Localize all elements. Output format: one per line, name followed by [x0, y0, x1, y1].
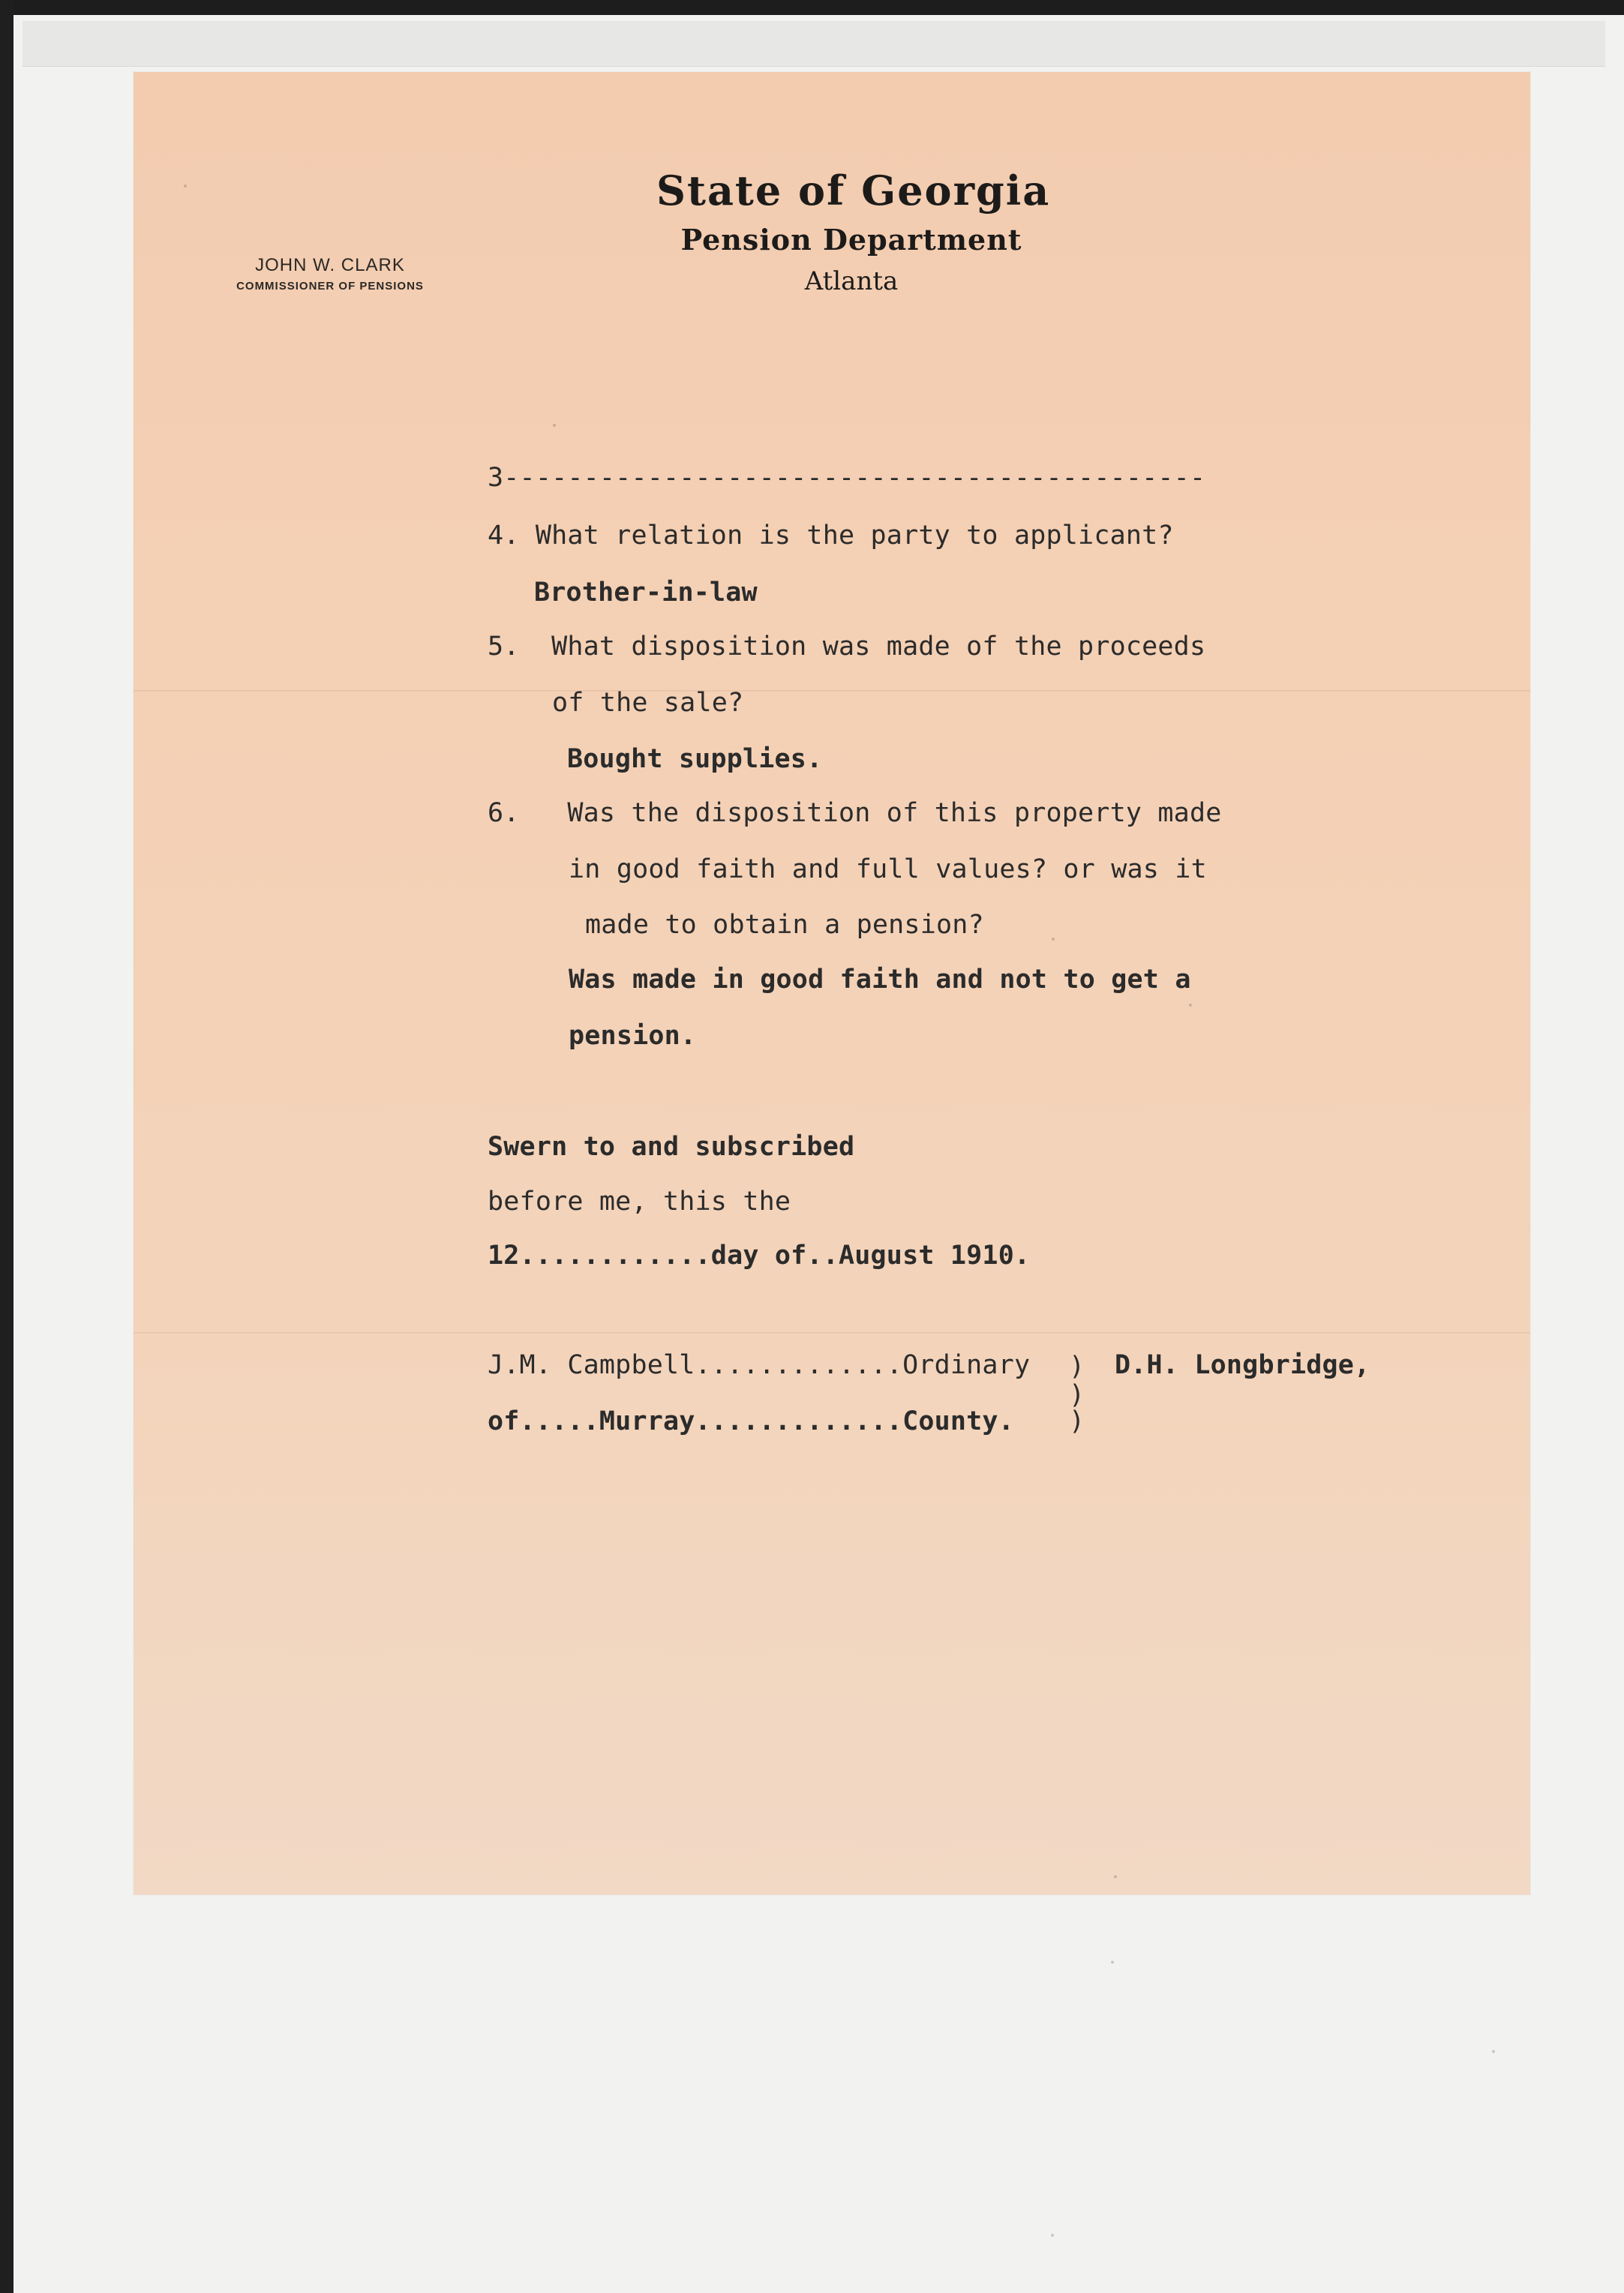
county-signature-line: of.....Murray.............County. — [488, 1406, 1014, 1436]
paper-speck — [1114, 1875, 1117, 1878]
paper-fold-line — [134, 1332, 1530, 1334]
section-marker: 3-------------------------------------------- — [488, 463, 1206, 493]
paper-speck — [184, 185, 187, 188]
sworn-line-3: 12............day of..August 1910. — [488, 1241, 1031, 1271]
scan-top-edge — [0, 0, 1624, 15]
signature-bracket: ) — [1069, 1406, 1085, 1436]
answer-6-line-2: pension. — [569, 1021, 697, 1051]
question-5-line-2: of the sale? — [552, 688, 744, 718]
letterhead-city: Atlanta — [804, 266, 899, 296]
paper-speck — [1052, 938, 1055, 941]
paper-speck — [553, 424, 556, 427]
paper-fold-line — [134, 690, 1530, 692]
question-6-line-2: in good faith and full values? or was it — [569, 854, 1207, 884]
answer-6-line-1: Was made in good faith and not to get a — [569, 965, 1191, 995]
answer-4: Brother-in-law — [534, 578, 758, 608]
question-6-line-3: made to obtain a pension? — [585, 910, 984, 940]
question-6-line-1: 6. Was the disposition of this property made — [488, 798, 1222, 828]
letterhead-subtitle: Pension Department — [680, 223, 1022, 257]
paper-speck — [1051, 2234, 1054, 2237]
paper-watermark — [705, 296, 1320, 431]
sworn-line-2: before me, this the — [488, 1187, 791, 1217]
question-4: 4. What relation is the party to applicant? — [488, 521, 1174, 551]
scan-top-strip — [23, 21, 1605, 67]
commissioner-name: JOHN W. CLARK — [255, 255, 405, 275]
paper-speck — [1492, 2050, 1495, 2053]
paper-speck — [1189, 1004, 1192, 1007]
answer-5: Bought supplies. — [567, 744, 823, 774]
signature-bracket: ) — [1069, 1352, 1085, 1382]
sworn-line-1: Swern to and subscribed — [488, 1132, 855, 1162]
ordinary-signature-line: J.M. Campbell.............Ordinary — [488, 1350, 1031, 1380]
scan-left-edge — [0, 0, 14, 2293]
signature-bracket: ) — [1069, 1380, 1085, 1410]
paper-speck — [1111, 1961, 1114, 1964]
commissioner-role: COMMISSIONER OF PENSIONS — [236, 280, 424, 293]
applicant-signature: D.H. Longbridge, — [1115, 1350, 1370, 1380]
question-5-line-1: 5. What disposition was made of the proceeds — [488, 632, 1206, 662]
letterhead-title: State of Georgia — [656, 167, 1051, 215]
